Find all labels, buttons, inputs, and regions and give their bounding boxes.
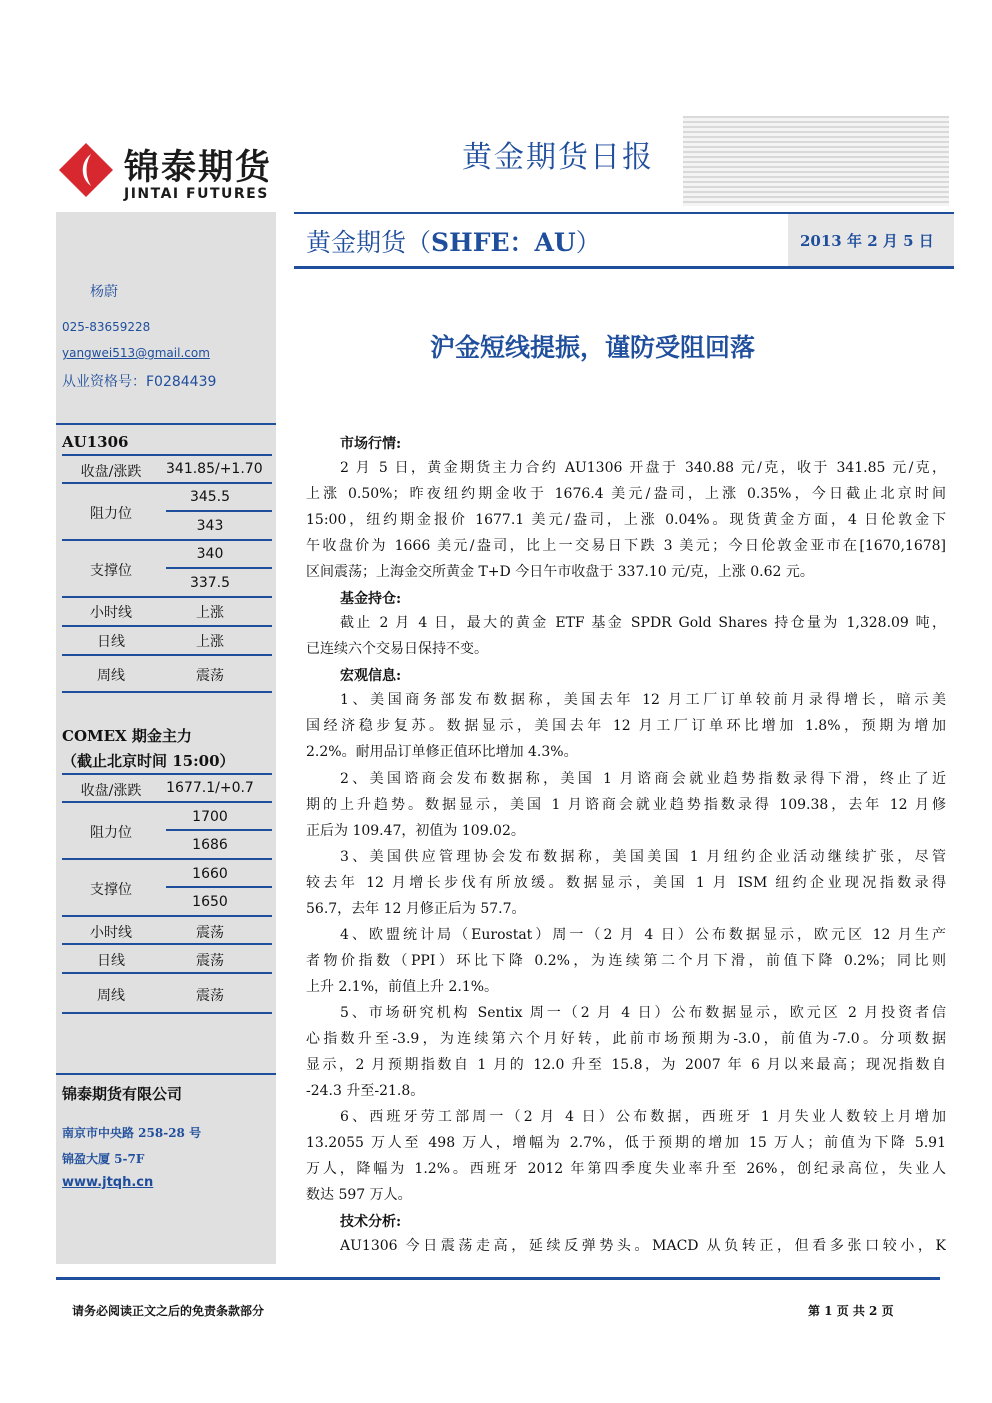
band-bottom-rule: [294, 266, 954, 269]
table-rule: [62, 915, 272, 917]
comex-resistance-1: 1700: [192, 809, 228, 825]
paragraph-line: 数达 597 万人。: [306, 1187, 412, 1203]
table-rule: [62, 773, 272, 775]
paragraph-line: 15:00，纽约期金报价 1677.1 美元/盎司，上涨 0.04%。现货黄金方面，4 日伦敦金下: [306, 512, 946, 528]
au-resistance-label: 阻力位: [90, 506, 132, 522]
paragraph-line: 截止 2 月 4 日，最大的黄金 ETF 基金 SPDR Gold Shares 持仓量为 1,328.09 吨，: [340, 615, 946, 631]
section-heading-fund: 基金持仓:: [340, 591, 402, 607]
section-heading-tech: 技术分析:: [340, 1214, 402, 1230]
company-address-1: 南京市中央路 258-28 号: [62, 1126, 202, 1140]
table-rule: [62, 654, 272, 656]
table-rule: [166, 510, 272, 512]
paragraph-line: 3、美国供应管理协会发布数据称，美国美国 1 月纽约企业活动继续扩张，尽管: [340, 849, 946, 865]
title-hatch-decoration: [683, 116, 949, 206]
report-title: 黄金期货日报: [462, 140, 654, 175]
paragraph-line: 2、美国谘商会发布数据称，美国 1 月谘商会就业趋势指数录得下滑，终止了近: [340, 771, 946, 787]
comex-hourly-label: 小时线: [90, 925, 132, 941]
table-rule: [62, 858, 272, 860]
logo-icon: [58, 142, 114, 198]
headline: 沪金短线提振，谨防受阻回落: [430, 333, 756, 362]
au-resistance-1: 345.5: [189, 489, 231, 505]
paragraph-line: 2 月 5 日，黄金期货主力合约 AU1306 开盘于 340.88 元/克，收于 341.85 元/克，: [340, 460, 946, 476]
paragraph-line: 国经济稳步复苏。数据显示，美国去年 12 月工厂订单环比增加 1.8%，预期为增加: [306, 718, 946, 734]
comex-weekly-label: 周线: [97, 988, 125, 1004]
paragraph-line: 区间震荡；上海金交所黄金 T+D 今日午市收盘于 337.10 元/克，上涨 0.62 元。: [306, 564, 814, 580]
paragraph-line: 2.2%。耐用品订单修正值环比增加 4.3%。: [306, 744, 578, 760]
footer-rule: [56, 1277, 940, 1280]
section-heading-market: 市场行情:: [340, 436, 402, 452]
paragraph-line: 1、美国商务部发布数据称，美国去年 12 月工厂订单较前月录得增长，暗示美: [340, 692, 946, 708]
table-rule: [62, 625, 272, 627]
paragraph-line: 上涨 0.50%；昨夜纽约期金收于 1676.4 美元/盎司，上涨 0.35%，今日截止北京时间: [306, 486, 946, 502]
comex-close-value: 1677.1/+0.7: [166, 780, 254, 796]
au-resistance-2: 343: [196, 518, 224, 534]
au-daily-value: 上涨: [196, 634, 224, 650]
au-hourly-label: 小时线: [90, 605, 132, 621]
footer-page-number: 第 1 页 共 2 页: [808, 1304, 894, 1318]
section-heading-macro: 宏观信息:: [340, 668, 402, 684]
company-address-2: 锦盈大厦 5-7F: [62, 1152, 145, 1166]
paragraph-line: 万人，降幅为 1.2%。西班牙 2012 年第四季度失业率升至 26%，创纪录高位，失业人: [306, 1161, 946, 1177]
logo-name-en: JINTAI FUTURES: [124, 186, 269, 202]
paragraph-line: 期的上升趋势。数据显示，美国 1 月谘商会就业趋势指数录得 109.38，去年 12 月修: [306, 797, 946, 813]
footer-disclaimer: 请务必阅读正文之后的免责条款部分: [72, 1304, 265, 1318]
analyst-name: 杨蔚: [90, 284, 118, 300]
table-rule: [62, 972, 272, 974]
report-date: 2013 年 2 月 5 日: [800, 232, 934, 250]
paragraph-line: 心指数升至-3.9，为连续第六个月好转，此前市场预期为-3.0，前值为-7.0。分项数据: [306, 1031, 946, 1047]
table-rule: [62, 943, 272, 945]
au-close-value: 341.85/+1.70: [166, 461, 263, 477]
paragraph-line: 4、欧盟统计局（Eurostat）周一（2 月 4 日）公布数据显示，欧元区 12 月生产: [340, 927, 946, 943]
paragraph-line: 显示，2 月预期指数自 1 月的 12.0 升至 15.8，为 2007 年 6 月以来最高；现况指数自: [306, 1057, 946, 1073]
band-title-cn: 黄金期货（: [306, 228, 432, 257]
company-website-link[interactable]: www.jtqh.cn: [62, 1175, 154, 1190]
analyst-license: 从业资格号：F0284439: [62, 374, 217, 390]
comex-support-label: 支撑位: [90, 882, 132, 898]
comex-support-2: 1650: [192, 894, 228, 910]
au-weekly-label: 周线: [97, 668, 125, 684]
paragraph-line: 午收盘价为 1666 美元/盎司，比上一交易日下跌 3 美元；今日伦敦金亚市在[1670,1678]: [306, 538, 946, 554]
section-divider: [56, 423, 276, 425]
comex-daily-label: 日线: [97, 953, 125, 969]
table-rule: [62, 1012, 272, 1014]
au-close-label: 收盘/涨跌: [80, 464, 142, 480]
paragraph-line: 已连续六个交易日保持不变。: [306, 641, 488, 657]
table-rule: [166, 886, 272, 888]
company-name: 锦泰期货有限公司: [62, 1085, 183, 1103]
paragraph-line: 正后为 109.47，初值为 109.02。: [306, 823, 525, 839]
analyst-email-link[interactable]: yangwei513@gmail.com: [62, 346, 210, 360]
table-rule: [166, 829, 272, 831]
table-rule: [62, 539, 272, 541]
paragraph-line: 5、市场研究机构 Sentix 周一（2 月 4 日）公布数据显示，欧元区 2 月投资者信: [340, 1005, 946, 1021]
comex-weekly-value: 震荡: [196, 988, 224, 1004]
table-rule: [62, 691, 272, 693]
comex-resistance-2: 1686: [192, 837, 228, 853]
paragraph-line: 上升 2.1%，前值上升 2.1%。: [306, 979, 499, 995]
au-daily-label: 日线: [97, 634, 125, 650]
paragraph-line: AU1306 今日震荡走高，延续反弹势头。MACD 从负转正，但看多张口较小，K: [340, 1238, 946, 1254]
table-rule: [62, 801, 272, 803]
comex-table-subtitle: （截止北京时间 15:00）: [62, 752, 235, 770]
au-support-1: 340: [196, 546, 224, 562]
paragraph-line: 较去年 12 月增长步伐有所放缓。数据显示，美国 1 月 ISM 纽约企业现况指数录得: [306, 875, 946, 891]
comex-hourly-value: 震荡: [196, 925, 224, 941]
comex-daily-value: 震荡: [196, 953, 224, 969]
comex-resistance-label: 阻力位: [90, 825, 132, 841]
band-title: [306, 223, 601, 259]
au-support-label: 支撑位: [90, 563, 132, 579]
paragraph-line: -24.3 升至-21.8。: [306, 1083, 425, 1099]
band-title-code: SHFE：AU: [431, 228, 576, 257]
au-table-title: AU1306: [62, 433, 129, 451]
au-support-2: 337.5: [189, 575, 231, 591]
comex-close-label: 收盘/涨跌: [80, 783, 142, 799]
au-weekly-value: 震荡: [196, 668, 224, 684]
logo-name-cn: 锦泰期货: [124, 148, 273, 188]
comex-support-1: 1660: [192, 866, 228, 882]
au-hourly-value: 上涨: [196, 605, 224, 621]
comex-table-title: COMEX 期金主力: [62, 727, 192, 745]
analyst-phone: 025-83659228: [62, 320, 151, 334]
table-rule: [62, 596, 272, 598]
paragraph-line: 13.2055 万人至 498 万人，增幅为 2.7%，低于预期的增加 15 万人；前值为下降 5.91: [306, 1135, 946, 1151]
paragraph-line: 6、西班牙劳工部周一（2 月 4 日）公布数据，西班牙 1 月失业人数较上月增加: [340, 1109, 946, 1125]
paragraph-line: 者物价指数（PPI）环比下降 0.2%，为连续第二个月下滑，前值下降 0.2%；同比则: [306, 953, 946, 969]
paragraph-line: 56.7，去年 12 月修正后为 57.7。: [306, 901, 526, 917]
section-divider: [56, 1073, 276, 1075]
table-rule: [166, 567, 272, 569]
table-rule: [62, 482, 272, 484]
table-rule: [62, 454, 272, 456]
band-title-end: ）: [575, 228, 601, 257]
